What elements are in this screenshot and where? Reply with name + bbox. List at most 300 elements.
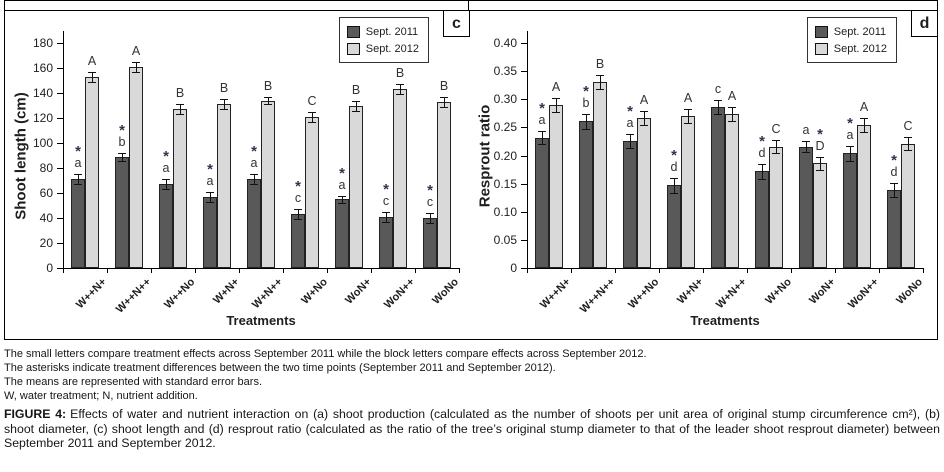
- x-tick: [107, 268, 108, 273]
- sig-letter: A: [639, 92, 649, 107]
- legend-label-2012: Sept. 2012: [365, 42, 419, 55]
- x-tick: [527, 268, 528, 273]
- y-tick-label: 0.25: [493, 120, 517, 135]
- sig-letter: a: [538, 112, 546, 127]
- sig-letter: c: [294, 191, 302, 206]
- bar-Sept2011-W+N++: [711, 107, 725, 268]
- error-bar: [312, 112, 313, 122]
- error-cap: [132, 72, 140, 73]
- sig-letter: d: [758, 145, 766, 160]
- y-axis: [63, 31, 64, 268]
- y-tick: [57, 118, 63, 119]
- bar-Sept2012-W+No: [305, 117, 319, 268]
- error-cap: [352, 111, 360, 112]
- error-bar: [78, 174, 79, 184]
- error-cap: [382, 212, 390, 213]
- y-tick: [521, 127, 527, 128]
- x-tick-label: W++No: [626, 276, 662, 312]
- error-cap: [162, 179, 170, 180]
- sig-letter: B: [439, 78, 449, 93]
- error-cap: [714, 100, 722, 101]
- y-tick: [57, 193, 63, 194]
- panel-label-c: c: [443, 10, 470, 37]
- error-cap: [88, 82, 96, 83]
- error-cap: [772, 153, 780, 154]
- bar-Sept2012-WoN+: [349, 106, 363, 269]
- note-asterisks: The asterisks indicate treatment differences between the two time points (September 2011 and September 2012).: [4, 362, 556, 374]
- error-cap: [582, 129, 590, 130]
- x-tick-label: WoN+: [342, 276, 374, 307]
- caption-text: Effects of water and nutrient interaction on (a) shoot production (calculated as the number of shoots per unit area of original stump circumference cm²), (b) shoot diameter, (c) shoot length and (d) resprout ratio (calculated as the ratio of the tree’s original stump diameter to that of the leader shoot resprout diameter) between September 2011 and September 2012.: [4, 407, 940, 450]
- error-bar: [166, 179, 167, 189]
- y-tick: [57, 68, 63, 69]
- error-bar: [850, 146, 851, 161]
- error-cap: [772, 140, 780, 141]
- sig-asterisk: *: [207, 160, 213, 178]
- x-tick-label: W++N+: [74, 276, 110, 312]
- error-cap: [596, 75, 604, 76]
- legend-label-2011: Sept. 2011: [365, 25, 419, 38]
- bar-Sept2011-W++No: [623, 141, 637, 268]
- error-bar: [136, 62, 137, 72]
- figure-top-border: [4, 0, 938, 1]
- x-tick-label: W+N++: [714, 276, 750, 312]
- note-abbreviations: W, water treatment; N, nutrient addition.: [4, 390, 198, 402]
- error-cap: [338, 203, 346, 204]
- error-bar: [894, 183, 895, 197]
- error-bar: [386, 212, 387, 222]
- y-tick-label: 140: [32, 86, 53, 100]
- error-bar: [210, 192, 211, 202]
- error-cap: [626, 148, 634, 149]
- legend-swatch-2011-icon: [815, 26, 828, 38]
- error-cap: [538, 131, 546, 132]
- y-tick: [521, 212, 527, 213]
- bar-Sept2012-WoNo: [437, 102, 451, 268]
- error-cap: [596, 89, 604, 90]
- sig-letter: B: [595, 57, 605, 72]
- y-tick-label: 0.15: [493, 176, 517, 191]
- y-tick-label: 40: [39, 211, 53, 225]
- y-tick-label: 0.35: [493, 64, 517, 79]
- bar-Sept2011-WoNo: [887, 190, 901, 268]
- y-tick-label: 60: [39, 186, 53, 200]
- sig-letter: C: [771, 121, 781, 136]
- bar-Sept2012-W+N++: [725, 114, 739, 268]
- x-tick: [659, 268, 660, 273]
- error-cap: [308, 112, 316, 113]
- x-tick-label: WoN+: [806, 276, 838, 307]
- panel-d-resprout-ratio: [469, 10, 938, 340]
- error-bar: [908, 137, 909, 151]
- sig-letter: A: [131, 43, 141, 58]
- error-cap: [890, 197, 898, 198]
- y-tick-label: 0.30: [493, 92, 517, 107]
- x-tick: [703, 268, 704, 273]
- y-tick-label: 80: [39, 161, 53, 175]
- error-cap: [640, 125, 648, 126]
- error-bar: [820, 157, 821, 171]
- error-bar: [674, 178, 675, 193]
- x-axis-title: Treatments: [690, 313, 760, 328]
- error-bar: [224, 99, 225, 109]
- y-tick: [521, 43, 527, 44]
- x-tick: [239, 268, 240, 273]
- bar-Sept2012-W+N+: [217, 104, 231, 268]
- error-cap: [220, 99, 228, 100]
- y-tick: [521, 240, 527, 241]
- error-cap: [396, 84, 404, 85]
- bar-Sept2011-W++N++: [579, 121, 593, 268]
- error-bar: [864, 118, 865, 133]
- x-tick: [283, 268, 284, 273]
- sig-letter: D: [815, 138, 825, 153]
- bar-Sept2011-WoN++: [843, 153, 857, 268]
- x-tick-label: W++N+: [538, 276, 574, 312]
- error-bar: [342, 196, 343, 204]
- sig-asterisk: *: [891, 152, 897, 170]
- error-cap: [220, 109, 228, 110]
- y-tick-label: 0.20: [493, 148, 517, 163]
- sig-asterisk: *: [75, 143, 81, 161]
- sig-letter: A: [551, 79, 561, 94]
- bar-Sept2012-WoN+: [813, 163, 827, 268]
- error-bar: [444, 97, 445, 107]
- x-tick: [571, 268, 572, 273]
- y-tick-label: 0.10: [493, 204, 517, 219]
- error-cap: [88, 72, 96, 73]
- sig-asterisk: *: [583, 82, 589, 100]
- error-cap: [626, 134, 634, 135]
- error-cap: [162, 189, 170, 190]
- bar-Sept2012-W+No: [769, 147, 783, 269]
- legend-item-2011: [815, 23, 887, 40]
- sig-letter: B: [395, 66, 405, 81]
- error-cap: [816, 170, 824, 171]
- bar-Sept2011-W+No: [755, 171, 769, 268]
- bar-Sept2012-W++N+: [549, 105, 563, 268]
- x-tick-label: W+N+: [674, 276, 706, 307]
- error-cap: [860, 118, 868, 119]
- error-cap: [250, 174, 258, 175]
- error-cap: [74, 174, 82, 175]
- y-tick: [57, 43, 63, 44]
- bar-Sept2011-W+N+: [667, 185, 681, 268]
- error-cap: [904, 150, 912, 151]
- error-cap: [860, 132, 868, 133]
- bar-Sept2011-WoN++: [379, 217, 393, 268]
- sig-letter: A: [859, 99, 869, 114]
- error-bar: [430, 213, 431, 223]
- error-cap: [538, 144, 546, 145]
- error-cap: [758, 179, 766, 180]
- error-cap: [132, 62, 140, 63]
- note-error-bars: The means are represented with standard error bars.: [4, 376, 263, 388]
- legend-swatch-2011-icon: [347, 26, 360, 38]
- sig-letter: B: [351, 82, 361, 97]
- error-bar: [356, 101, 357, 111]
- x-tick: [923, 268, 924, 273]
- error-bar: [542, 131, 543, 145]
- error-cap: [264, 104, 272, 105]
- sig-letter: c: [426, 195, 434, 209]
- sig-asterisk: *: [295, 178, 301, 196]
- legend: [807, 17, 897, 63]
- sig-letter: B: [219, 81, 229, 96]
- sig-letter: A: [87, 53, 97, 68]
- error-bar: [776, 140, 777, 154]
- error-bar: [732, 107, 733, 121]
- error-cap: [670, 178, 678, 179]
- legend-item-2012: [347, 40, 419, 57]
- error-cap: [904, 137, 912, 138]
- sig-asterisk: *: [119, 122, 125, 139]
- sig-letter: B: [175, 86, 185, 101]
- error-cap: [352, 101, 360, 102]
- error-cap: [728, 121, 736, 122]
- error-cap: [426, 223, 434, 224]
- error-bar: [556, 98, 557, 113]
- error-cap: [206, 202, 214, 203]
- sig-letter: c: [382, 193, 390, 208]
- error-bar: [298, 209, 299, 219]
- bar-Sept2012-W++N++: [129, 67, 143, 268]
- sig-asterisk: *: [539, 99, 545, 117]
- sig-letter: C: [307, 93, 317, 108]
- y-tick-label: 120: [32, 111, 53, 125]
- bar-Sept2011-W++N+: [71, 179, 85, 268]
- error-bar: [762, 164, 763, 179]
- sig-letter: c: [714, 82, 722, 97]
- bar-Sept2012-W++No: [637, 118, 651, 268]
- sig-letter: a: [74, 156, 82, 171]
- error-cap: [396, 94, 404, 95]
- panel-c-shoot-length: [4, 10, 470, 340]
- y-tick: [57, 93, 63, 94]
- sig-asterisk: *: [339, 164, 345, 182]
- x-axis: [527, 268, 924, 269]
- sig-letter: d: [670, 160, 678, 174]
- error-bar: [600, 75, 601, 89]
- x-tick-label: WoN++: [846, 276, 882, 312]
- x-tick: [835, 268, 836, 273]
- sig-letter: d: [890, 165, 898, 180]
- error-cap: [816, 157, 824, 158]
- x-tick: [615, 268, 616, 273]
- legend-swatch-2012-icon: [815, 43, 828, 55]
- error-cap: [176, 104, 184, 105]
- sig-asterisk: *: [817, 125, 823, 143]
- x-tick: [371, 268, 372, 273]
- bar-Sept2012-W+N++: [261, 101, 275, 269]
- x-tick-label: WoN++: [382, 276, 418, 312]
- bar-Sept2012-WoNo: [901, 144, 915, 268]
- error-bar: [92, 72, 93, 82]
- bar-Sept2012-W+N+: [681, 116, 695, 268]
- error-bar: [400, 84, 401, 94]
- y-tick-label: 0: [46, 261, 53, 275]
- y-tick: [521, 71, 527, 72]
- x-tick: [63, 268, 64, 273]
- y-tick: [521, 99, 527, 100]
- sig-asterisk: *: [847, 114, 853, 132]
- error-cap: [846, 161, 854, 162]
- bar-Sept2011-WoN+: [335, 199, 349, 268]
- legend-item-2011: [347, 23, 419, 40]
- error-cap: [426, 213, 434, 214]
- bar-Sept2011-W+N++: [247, 179, 261, 268]
- x-tick-label: W++N++: [577, 276, 618, 316]
- bar-Sept2012-W++N+: [85, 77, 99, 268]
- error-bar: [718, 100, 719, 114]
- y-tick: [521, 184, 527, 185]
- error-cap: [684, 123, 692, 124]
- error-bar: [688, 109, 689, 124]
- sig-letter: a: [206, 173, 214, 188]
- error-cap: [382, 222, 390, 223]
- sig-letter: b: [118, 135, 126, 149]
- bar-Sept2012-W++No: [173, 109, 187, 268]
- error-cap: [250, 184, 258, 185]
- sig-asterisk: *: [627, 103, 633, 121]
- bar-Sept2012-WoN++: [857, 125, 871, 268]
- error-cap: [176, 114, 184, 115]
- error-bar: [586, 114, 587, 129]
- error-cap: [440, 107, 448, 108]
- bar-Sept2011-W++No: [159, 184, 173, 268]
- error-cap: [294, 219, 302, 220]
- error-cap: [440, 97, 448, 98]
- sig-letter: a: [162, 161, 170, 176]
- bar-Sept2011-WoN+: [799, 147, 813, 269]
- legend-label-2012: Sept. 2012: [833, 42, 887, 55]
- sig-letter: a: [802, 122, 810, 137]
- sig-letter: C: [903, 118, 913, 133]
- bar-Sept2011-W++N++: [115, 157, 129, 268]
- error-cap: [640, 111, 648, 112]
- error-cap: [206, 192, 214, 193]
- x-tick: [459, 268, 460, 273]
- x-axis: [63, 268, 460, 269]
- sig-letter: A: [683, 90, 693, 105]
- error-cap: [582, 114, 590, 115]
- figure-notes: [4, 347, 940, 403]
- sig-letter: a: [338, 177, 346, 192]
- sig-letter: a: [846, 127, 854, 142]
- bar-Sept2012-WoN++: [393, 89, 407, 268]
- x-tick: [327, 268, 328, 273]
- error-cap: [714, 114, 722, 115]
- legend: [339, 17, 429, 63]
- y-axis-title: Resprout ratio: [476, 104, 494, 208]
- y-tick-label: 0.40: [493, 36, 517, 50]
- x-tick-label: WoNo: [430, 276, 462, 307]
- sig-letter: a: [626, 116, 634, 131]
- y-tick: [57, 143, 63, 144]
- sig-asterisk: *: [759, 132, 765, 150]
- error-cap: [684, 109, 692, 110]
- error-cap: [846, 146, 854, 147]
- error-cap: [294, 209, 302, 210]
- x-axis-title: Treatments: [226, 313, 296, 328]
- y-tick-label: 180: [32, 36, 53, 50]
- x-tick-label: W+No: [762, 276, 794, 307]
- y-tick-label: 20: [39, 236, 53, 250]
- error-cap: [802, 152, 810, 153]
- error-cap: [118, 161, 126, 162]
- error-bar: [254, 174, 255, 184]
- caption-label: FIGURE 4:: [4, 407, 67, 421]
- error-bar: [180, 104, 181, 114]
- panel-label-d: d: [911, 10, 938, 37]
- error-cap: [802, 141, 810, 142]
- x-tick-label: W++No: [162, 276, 198, 312]
- legend-swatch-2012-icon: [347, 43, 360, 55]
- y-tick: [57, 168, 63, 169]
- figure-caption: [4, 407, 940, 451]
- error-bar: [630, 134, 631, 148]
- error-cap: [728, 107, 736, 108]
- y-tick-label: 0: [510, 261, 517, 275]
- sig-asterisk: *: [383, 180, 389, 198]
- x-tick: [879, 268, 880, 273]
- x-tick: [415, 268, 416, 273]
- legend-label-2011: Sept. 2011: [833, 25, 887, 38]
- sig-letter: A: [727, 89, 737, 104]
- x-tick: [151, 268, 152, 273]
- error-cap: [264, 97, 272, 98]
- x-tick: [747, 268, 748, 273]
- x-tick-label: W+N++: [250, 276, 286, 312]
- x-tick-label: WoNo: [894, 276, 926, 307]
- error-cap: [338, 196, 346, 197]
- legend-item-2012: [815, 40, 887, 57]
- error-cap: [670, 193, 678, 194]
- bar-Sept2011-W+N+: [203, 197, 217, 268]
- sig-letter: b: [582, 95, 590, 110]
- x-tick-label: W++N++: [113, 276, 154, 316]
- error-cap: [552, 98, 560, 99]
- y-axis-title: Shoot length (cm): [12, 92, 30, 220]
- error-bar: [806, 141, 807, 152]
- y-tick: [521, 156, 527, 157]
- error-cap: [118, 153, 126, 154]
- error-cap: [552, 112, 560, 113]
- x-tick: [791, 268, 792, 273]
- error-cap: [74, 184, 82, 185]
- bar-Sept2011-W++N+: [535, 138, 549, 269]
- x-tick-label: W+N+: [210, 276, 242, 307]
- sig-asterisk: *: [163, 148, 169, 166]
- error-cap: [890, 183, 898, 184]
- sig-letter: a: [250, 156, 258, 171]
- sig-letter: B: [263, 78, 273, 93]
- sig-asterisk: *: [251, 143, 257, 161]
- error-bar: [268, 97, 269, 105]
- y-axis: [527, 31, 528, 268]
- sig-asterisk: *: [671, 147, 677, 164]
- error-cap: [758, 164, 766, 165]
- bar-Sept2011-WoNo: [423, 218, 437, 268]
- x-tick: [195, 268, 196, 273]
- bar-Sept2011-W+No: [291, 214, 305, 268]
- x-tick-label: W+No: [298, 276, 330, 307]
- sig-asterisk: *: [427, 182, 433, 199]
- y-tick-label: 100: [32, 136, 53, 150]
- y-tick: [57, 243, 63, 244]
- y-tick-label: 160: [32, 61, 53, 75]
- error-cap: [308, 122, 316, 123]
